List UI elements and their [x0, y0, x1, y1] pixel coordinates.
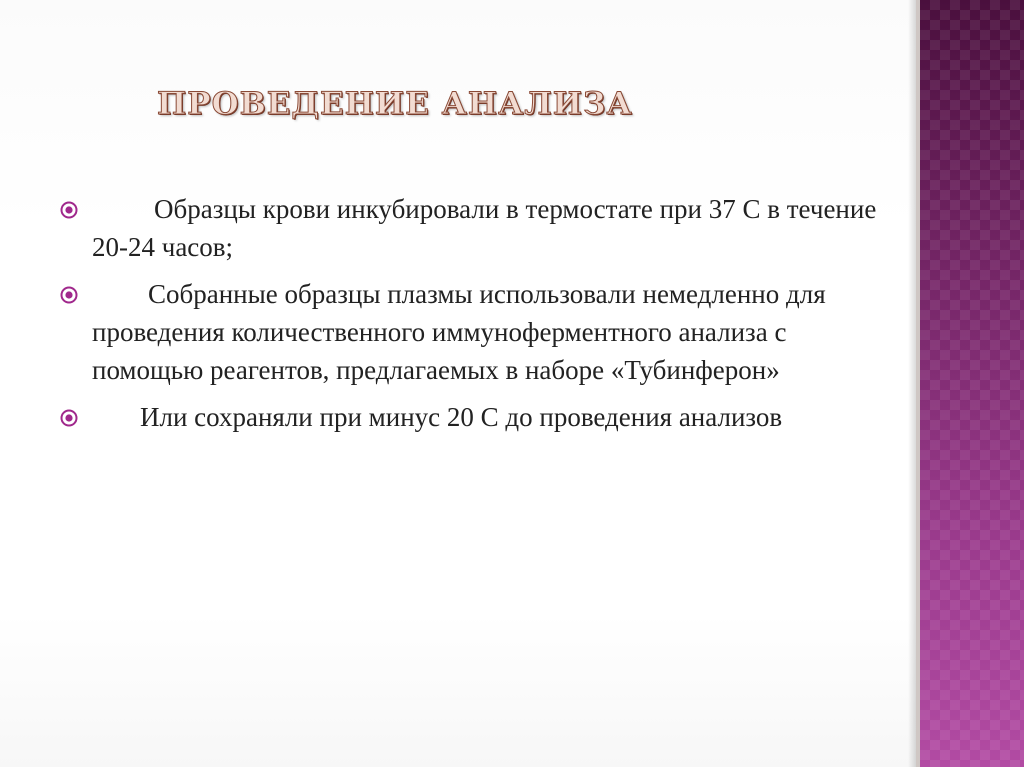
target-circle-icon: [60, 201, 78, 219]
target-circle-icon: [60, 409, 78, 427]
bullet-text: Или сохраняли при минус 20 С до проведения анализов: [140, 402, 783, 432]
bullet-text: Собранные образцы плазмы использовали немедленно для проведения количественного иммуноферментного анализа с помощью реагентов, предлагаемых в наборе «Тубинферон»: [92, 279, 826, 385]
decorative-side-panel: [920, 0, 1024, 767]
bullet-text: Образцы крови инкубировали в термостате при 37 С в течение 20-24 часов;: [92, 194, 877, 262]
bullet-item: [60, 275, 880, 389]
slide-title: ПРОВЕДЕНИЕ АНАЛИЗА: [157, 86, 633, 122]
bullet-item: [60, 398, 880, 436]
bullet-item: [60, 190, 880, 266]
target-circle-icon: [60, 286, 78, 304]
bullet-list: [60, 190, 880, 445]
